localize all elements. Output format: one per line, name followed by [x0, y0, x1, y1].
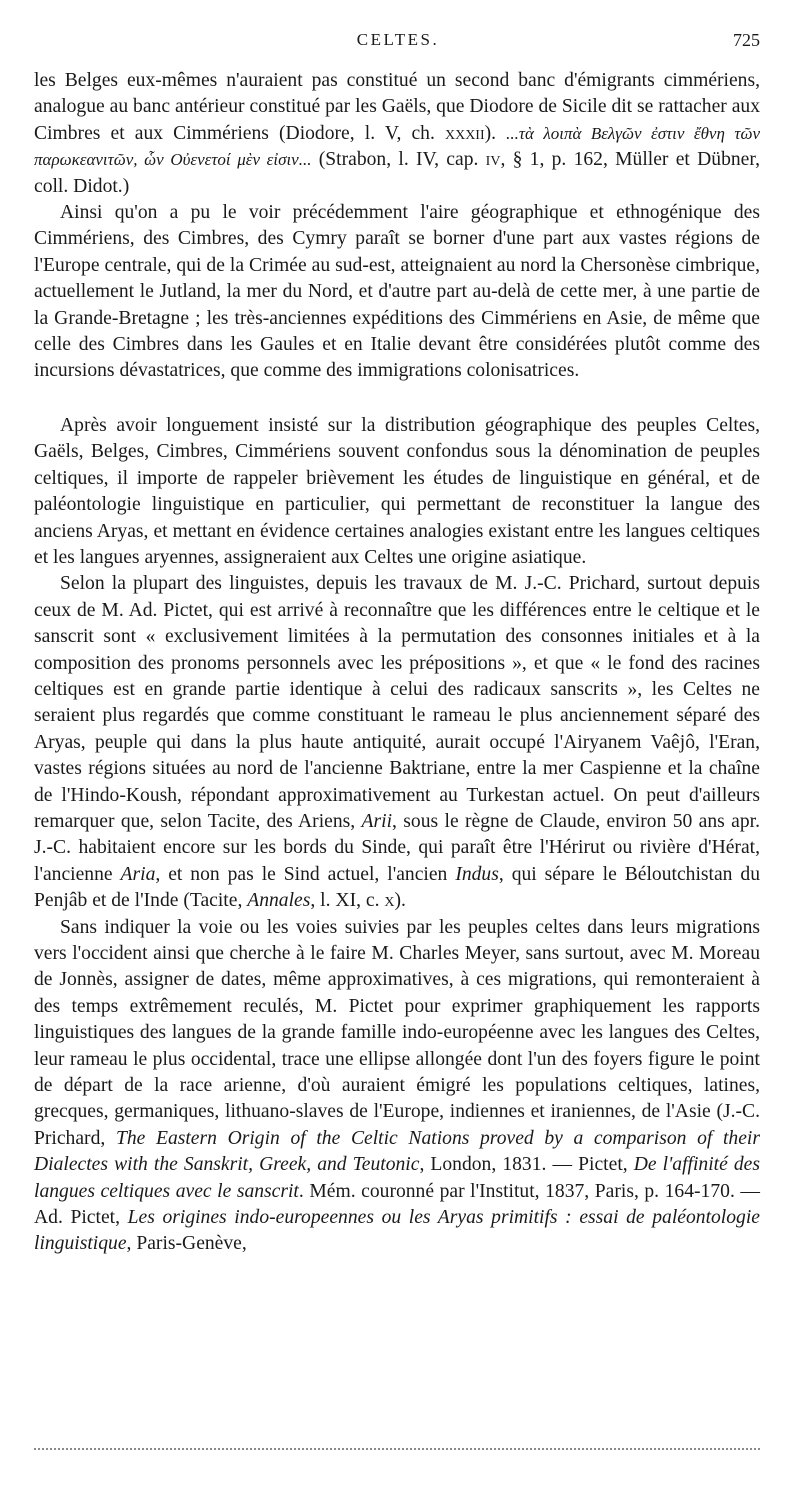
footnote-separator	[34, 1448, 760, 1456]
citation-title: The Eastern Origin of the Celtic Nations proved by a comparison of their Dialectes with the Sanskrit, Greek, and Teutonic	[34, 1127, 760, 1176]
paragraph: Ainsi qu'on a pu le voir précédemment l'aire géographique et ethnogénique des Cimmériens, des Cimbres, des Cymry paraît se borner d'une part aux vastes régions de l'Europe centrale, qui de la Crimée au sud-est, atteignaient au nord la Chersonèse cimbrique, actuellement le Jutland, la mer du Nord, et d'autre part au-delà de cette mer, à une partie de la Grande-Bretagne ; les très-anciennes expéditions des Cimmériens en Asie, de même que celle des Cimbres dans les Gaules et en Italie devant être considérées plutôt comme des incursions dévastatrices, que comme des immigrations colonisatrices.	[34, 202, 760, 382]
body-text	[34, 68, 760, 1258]
paragraph: Après avoir longuement insisté sur la distribution géographique des peuples Celtes, Gaëls, Belges, Cimbres, Cimmériens souvent confondus sous la dénomination de peuples celtiques, il importe de rappeler brièvement les études de linguistique en général, et de paléontologie linguistique en particulier, qui permettant de reconstituer la langue des anciens Aryas, et mettant en évidence certaines analogies existant entre les langues celtiques et les langues aryennes, assigneraient aux Celtes une origine asiatique.	[34, 414, 760, 568]
paragraph-continuation: les Belges eux-mêmes n'auraient pas constitué un second banc d'émigrants cimmériens, analogue au banc antérieur constitué par les Gaëls, que Diodore de Sicile dit se rattacher aux Cimbres et aux Cimmériens (Diodore, l. V, ch. xxxii). ...τὰ λοιπὰ Βελγῶν ἐστιν ἔθνη τῶν παρωκεανιτῶν, ὧν Οὐενετοί μὲν εἰσιν... (Strabon, l. IV, cap. iv, § 1, p. 162, Müller et Dübner, coll. Didot.)	[34, 70, 761, 197]
citation-title: De l'affinité des langues celtiques avec le sanscrit	[34, 1154, 760, 1202]
page-header	[32, 30, 764, 58]
citation-title: Les origines indo-europeennes ou les Aryas primitifs : essai de paléontologie linguistique	[34, 1207, 760, 1255]
paragraph: Sans indiquer la voie ou les voies suivies par les peuples celtes dans leurs migrations vers l'occident ainsi que cherche à le faire M. Charles Meyer, sans surtout, avec M. Moreau de Jonnès, assigner de dates, même approximatives, à ces migrations, qui remonteraient à des temps extrêmement reculés, M. Pictet pour exprimer graphiquement les rapports linguistiques des langues de la grande famille indo-européenne avec les langues des Celtes, leur rameau le plus occidental, trace une ellipse allongée dont l'un des foyers figure le point de départ de la race arienne, d'où auraient émigré les populations celtiques, latines, grecques, germaniques, lithuano-slaves de l'Europe, indiennes et iraniennes, de l'Asie (J.-C. Prichard, The Eastern Origin of the Celtic Nations proved by a comparison of their Dialectes with the Sanskrit, Greek, and Teutonic, London, 1831. — Pictet, De l'affinité des langues celtiques avec le sanscrit. Mém. couronné par l'Institut, 1837, Paris, p. 164-170. — Ad. Pictet, Les origines indo-europeennes ou les Aryas primitifs : essai de paléontologie linguistique, Paris-Genève,	[34, 916, 760, 1255]
greek-quotation: ...τὰ λοιπὰ Βελγῶν ἐστιν ἔθνη τῶν παρωκεανιτῶν, ὧν Οὐενετοί μὲν εἰσιν...	[34, 123, 761, 170]
running-title: CELTES.	[356, 30, 440, 49]
paragraph: Selon la plupart des linguistes, depuis les travaux de M. J.-C. Prichard, surtout depuis ceux de M. Ad. Pictet, qui est arrivé à reconnaître que les différences entre le celtique et le sanscrit sont « exclusivement limitées à la permutation des consonnes initiales et à la composition des pronoms personnels avec les prépositions », et que « le fond des racines celtiques est en grande partie identique à celui des radicaux sanscrits », les Celtes ne seraient plus regardés que comme constituant le rameau le plus anciennement séparé des Aryas, peuple qui dans la plus haute antiquité, aurait occupé l'Airyanem Vaêjô, l'Eran, vastes régions situées au nord de l'ancienne Baktriane, entre la mer Caspienne et la chaîne de l'Hindo-Koush, répondant approximativement au Turkestan actuel. On peut d'ailleurs remarquer que, selon Tacite, des Ariens, Arii, sous le règne de Claude, environ 50 ans apr. J.-C. habitaient encore sur les bords du Sinde, qui paraît être l'Hérirut ou rivière d'Hérat, l'ancienne Aria, et non pas le Sind actuel, l'ancien Indus, qui sépare le Béloutchistan du Penjâb et de l'Inde (Tacite, Annales, l. XI, c. x).	[34, 573, 761, 912]
page-number: 725	[733, 30, 760, 50]
